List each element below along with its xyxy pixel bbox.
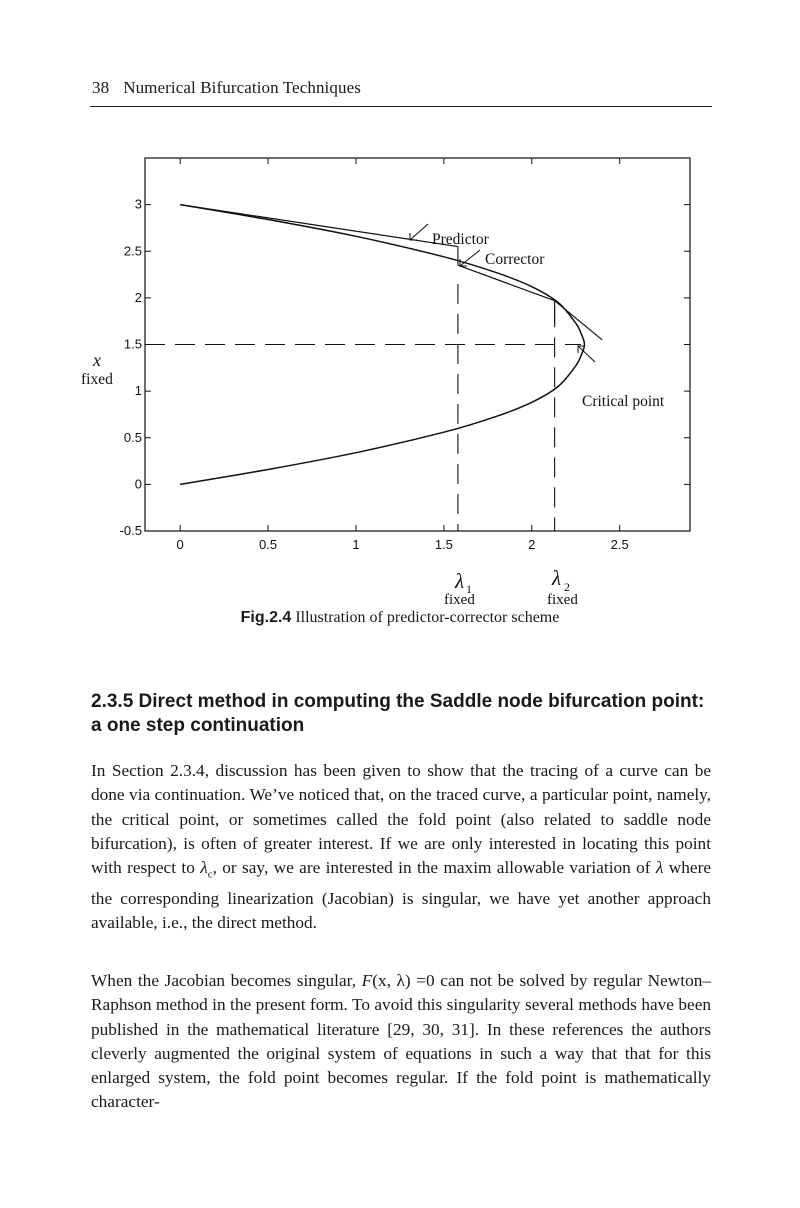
lambda2-subscript: 2 <box>564 580 570 594</box>
axis-ticks <box>120 158 690 552</box>
x-tick-label: 2 <box>528 537 536 552</box>
x-fixed-variable: x <box>93 350 101 370</box>
y-tick-label: 0 <box>134 476 142 492</box>
x-fixed-label: fixed <box>81 371 113 388</box>
predictor-label: Predictor <box>432 231 489 248</box>
lambda2-symbol: λ <box>552 566 562 590</box>
predictor-arrow <box>410 224 428 240</box>
reference-lines <box>145 247 581 531</box>
p1-lambda-c: λ <box>200 858 208 878</box>
caption-text: Illustration of predictor-corrector scheme <box>291 609 560 626</box>
p1-text-a: In Section 2.3.4, discussion has been given to show that the tracing of a curve can be done via continuation. We’ve noticed that, on the traced curve, a particular point, namely, the critical point, or sometimes called the fold point (also related to saddle node bifurcation), is often of greater interest. If we are only interested in locating this point with respect to <box>91 761 711 878</box>
p1-lambda-c-sub: c <box>207 868 213 881</box>
paragraph-1 <box>91 759 711 936</box>
y-tick-label: 2.5 <box>123 243 142 259</box>
x-tick-label: 0.5 <box>259 537 278 552</box>
annotations <box>81 224 665 608</box>
lambda1-fixed-label: fixed <box>444 592 475 608</box>
caption-label: Fig.2.4 <box>240 609 292 626</box>
p1-lambda: λ <box>655 858 664 878</box>
paragraph-2 <box>91 969 711 1115</box>
critical-point-arrow <box>578 346 595 362</box>
corrector-label: Corrector <box>485 251 545 268</box>
y-tick-label: 3 <box>134 196 142 212</box>
p2-function-F: F <box>361 971 373 990</box>
lambda1-symbol: λ <box>455 569 465 593</box>
p2-text-a: When the Jacobian becomes singular, <box>91 971 362 990</box>
p1-text-b: , or say, we are interested in the maxim allowable variation of <box>212 858 656 878</box>
lambda2-fixed-label: fixed <box>547 592 578 608</box>
y-tick-label: -0.5 <box>119 523 142 538</box>
section-heading: 2.3.5 Direct method in computing the Saddle node bifurcation point: a one step continuation <box>91 691 705 736</box>
predictor-steps <box>180 205 602 340</box>
figure-caption <box>0 609 800 627</box>
predictor-step-line <box>458 265 555 300</box>
y-tick-label: 1 <box>134 383 142 399</box>
predictor-step-line <box>555 301 602 340</box>
x-tick-label: 0 <box>176 537 184 552</box>
p2-text-b: =0 can not be solved by regular Newton–Raphson method in the present form. To avoid this singularity several methods have been published in the mathematical literature [29, 30, 31]. In these references the authors cleverly augmented the original system of equations in such a way that that for this enlarged system, the fold point becomes regular. If the fold point is mathematically character- <box>91 971 712 1112</box>
y-tick-label: 1.5 <box>123 336 142 352</box>
p1-text-c: where the corresponding linearization (Jacobian) is singular, we have yet another approach available, i.e., the direct method. <box>91 858 711 933</box>
page-number: 38 <box>92 78 110 97</box>
x-tick-label: 1 <box>352 537 360 552</box>
y-tick-label: 0.5 <box>123 429 142 445</box>
running-title: Numerical Bifurcation Techniques <box>123 78 361 97</box>
y-tick-label: 2 <box>134 289 142 305</box>
lambda1-subscript: 1 <box>466 582 472 596</box>
p2-function-args: (x, λ) <box>372 971 411 990</box>
critical-point-label: Critical point <box>582 393 665 410</box>
x-tick-label: 1.5 <box>434 537 453 552</box>
x-tick-label: 2.5 <box>610 537 629 552</box>
